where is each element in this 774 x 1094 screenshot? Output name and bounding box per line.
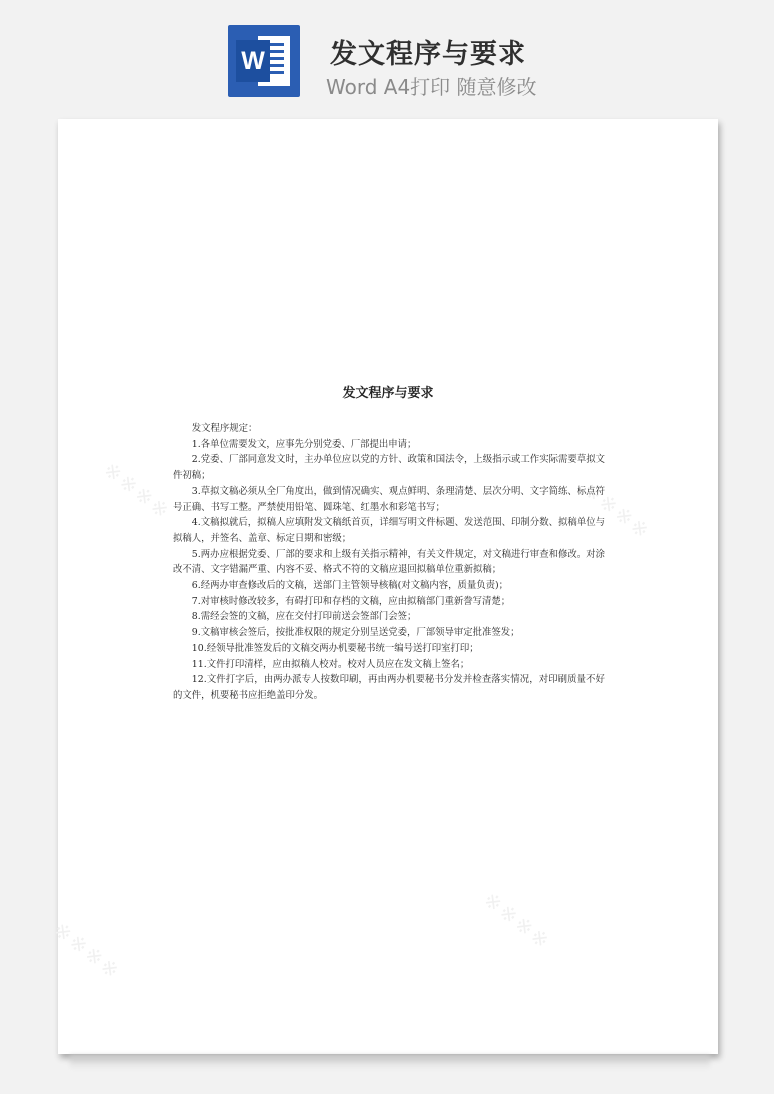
header: [0, 0, 774, 118]
word-icon: [228, 25, 300, 97]
document-title: 发文程序与要求: [342, 386, 434, 401]
paragraph: 发文程序规定：: [191, 423, 258, 434]
paragraph: 3.草拟文稿必须从全厂角度出，做到情况确实、观点鲜明、条理清楚、层次分明、文字简练、标点符号正确、书写工整。严禁使用铅笔、圆珠笔、红墨水和彩笔书写；: [173, 485, 605, 513]
page-title: 发文程序与要求: [330, 39, 526, 70]
document-page: [48, 119, 718, 1054]
watermark: ※※※※: [578, 477, 657, 545]
word-icon-letter: W: [236, 40, 270, 82]
paragraph: 10.经领导批准签发后的文稿交两办机要秘书统一编号送打印室打印；: [191, 642, 479, 654]
paragraph: 2.党委、厂部同意发文时，主办单位应以党的方针、政策和国法令，上级指示或工作实际需要草拟文件初稿；: [173, 454, 605, 482]
watermark: ※※※※: [98, 457, 177, 525]
paragraph: 12.文件打字后，由两办派专人按数印刷，再由两办机要秘书分发并检查落实情况，对印刷质量不好的文件，机要秘书应拒绝盖印分发。: [173, 674, 605, 701]
paragraph: 5.两办应根据党委、厂部的要求和上级有关指示精神，有关文件规定，对文稿进行审查和修改。对涂改不清、文字错漏严重、内容不妥、格式不符的文稿应退回拟稿单位重新拟稿；: [173, 548, 605, 576]
paragraph: 7.对审核时修改较多，有碍打印和存档的文稿，应由拟稿部门重新誊写清楚；: [191, 595, 511, 607]
watermark: ※※※※: [478, 887, 557, 955]
paragraph: 8.需经会签的文稿，应在交付打印前送会签部门会签；: [191, 611, 417, 623]
paragraph: 6.经两办审查修改后的文稿，送部门主管领导核稿(对文稿内容，质量负责)；: [191, 580, 509, 592]
paragraph: 4.文稿拟就后，拟稿人应填附发文稿纸首页，详细写明文件标题、发送范围、印制分数、拟稿单位与拟稿人，并签名、盖章、标定日期和密级；: [173, 517, 605, 544]
paragraph: 11.文件打印清样，应由拟稿人校对。校对人员应在发文稿上签名；: [191, 658, 470, 670]
paragraph: 1.各单位需要发文，应事先分别党委、厂部提出申请；: [191, 438, 417, 450]
page-shadow: [70, 1055, 710, 1069]
watermark: ※※※※: [48, 917, 127, 985]
paragraph: 9.文稿审核会签后，按批准权限的规定分别呈送党委，厂部领导审定批准签发；: [191, 627, 520, 639]
document-body: [173, 421, 605, 704]
page-subtitle: Word A4打印 随意修改: [326, 75, 537, 99]
